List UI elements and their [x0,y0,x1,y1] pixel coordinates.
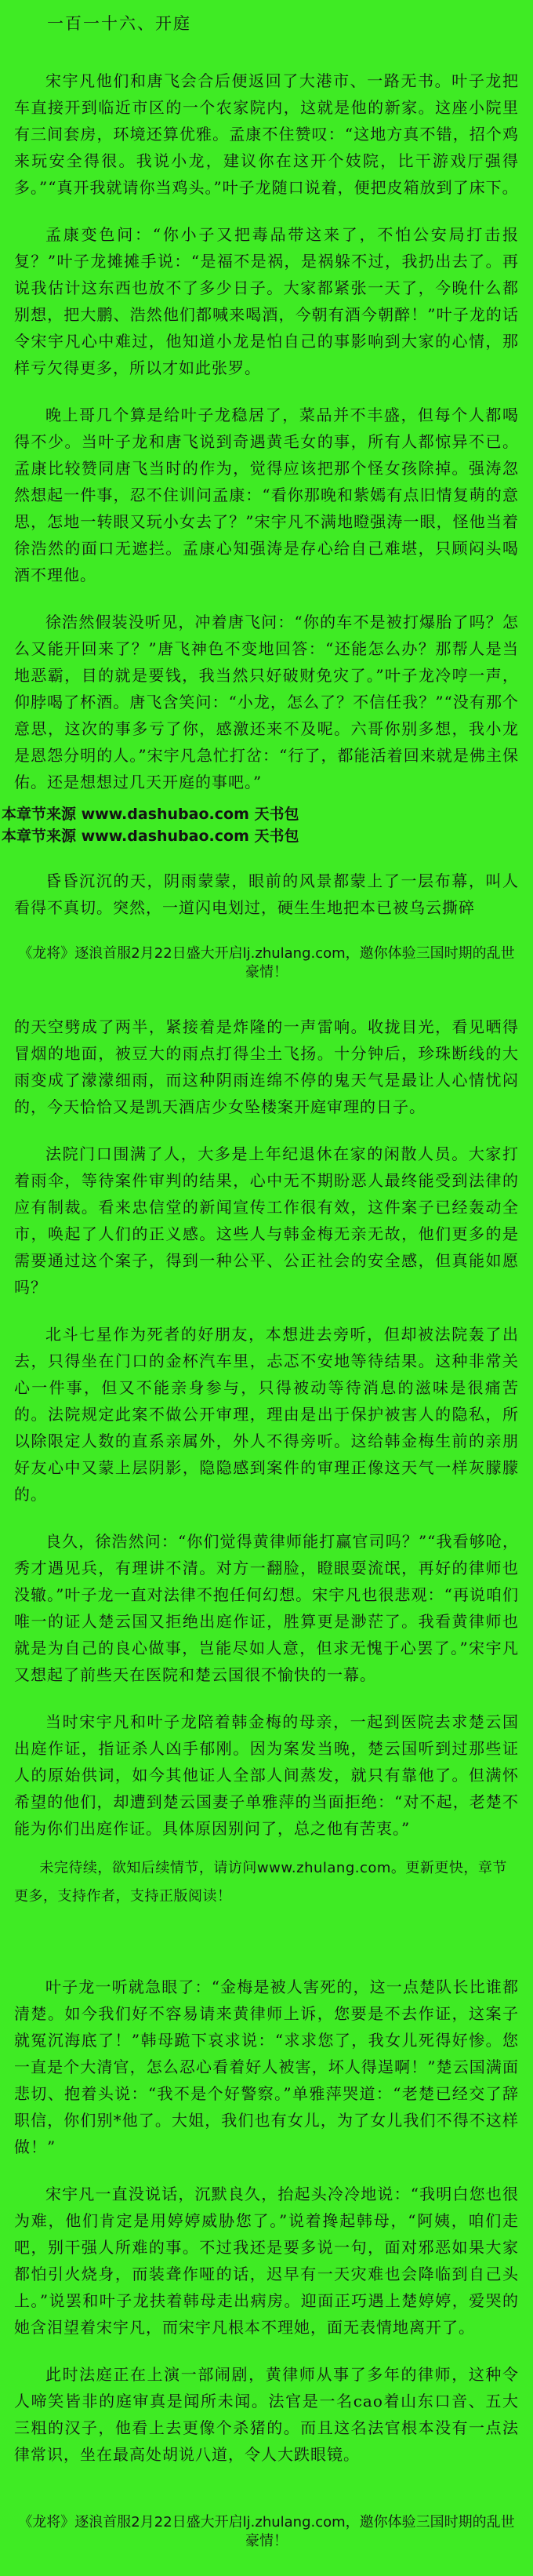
chapter-title: 一百一十六、开庭 [47,14,191,33]
novel-paragraph: 当时宋宇凡和叶子龙陪着韩金梅的母亲，一起到医院去求楚云国出庭作证，指证杀人凶手郁刚。因为案发当晚，楚云国听到过那些证人的原始供词，如今其他证人全部人间蒸发，就只有靠他了。但满怀希望的他们，却遭到楚云国妻子单雅萍的当面拒绝：“对不起，老楚不能为你们出庭作证。具体原因别问了，总之他有苦衷。” [14,1712,519,1838]
novel-paragraph: 此时法庭正在上演一部闹剧，黄律师从事了多年的律师，这种令人啼笑皆非的庭审真是闻所未闻。法官是一名cao着山东口音、五大三粗的汉子，他看上去更像个杀猪的。而且这名法官根本没有一点法律常识，坐在最高处胡说八道，令人大跌眼镜。 [14,2365,519,2464]
novel-paragraph: 孟康变色问：“你小子又把毒品带这来了，不怕公安局打击报复？”叶子龙摊摊手说：“是福不是祸，是祸躲不过，我扔出去了。再说我估计这东西也放不了多少日子。大家都紧张一天了，今晚什么都别想，把大鹏、浩然他们都喊来喝酒，今朝有酒今朝醉！”叶子龙的话令宋宇凡心中难过，他知道小龙是怕自己的事影响到大家的心情，那样亏欠得更多，所以才如此张罗。 [14,225,519,377]
novel-paragraph: 法院门口围满了人，大多是上年纪退休在家的闲散人员。大家打着雨伞，等待案件审判的结果，心中无不期盼恶人最终能受到法律的应有制裁。看来忠信堂的新闻宣传工作很有效，这件案子已经轰动全市，唤起了人们的正义感。这些人与韩金梅无亲无故，他们更多的是需要通过这个案子，得到一种公平、公正社会的安全感，但真能如愿吗？ [14,1144,519,1297]
novel-paragraph: 宋宇凡他们和唐飞会合后便返回了大港市、一路无书。叶子龙把车直接开到临近市区的一个农家院内，这就是他的新家。这座小院里有三间套房，环境还算优雅。孟康不住赞叹：“这地方真不错，招个鸡来玩安全得很。我说小龙，建议你在这开个妓院，比干游戏厅强得多。”“真开我就请你当鸡头。”叶子龙随口说着，便把皮箱放到了床下。 [14,71,519,197]
to-be-continued-notice: 未完待续，欲知后续情节，请访问www.zhulang.com。更新更快，章节更多，支持作者，支持正版阅读！ [14,1860,507,1905]
source-banner-line: 本章节来源 www.dashubao.com 天书包 [2,806,299,823]
novel-paragraph: 晚上哥几个算是给叶子龙稳居了，菜品并不丰盛，但每个人都喝得不少。当叶子龙和唐飞说到奇遇黄毛女的事，所有人都惊异不已。孟康比较赞同唐飞当时的作为，觉得应该把那个怪女孩除掉。强涛忽然想起一件事，忍不住训问孟康：“看你那晚和紫嫣有点旧情复萌的意思，怎地一转眼又玩小女去了？”宋宇凡不满地瞪强涛一眼，怪他当着徐浩然的面口无遮拦。孟康心知强涛是存心给自己难堪，只顾闷头喝酒不理他。 [14,406,519,584]
novel-paragraph: 宋宇凡一直没说话，沉默良久，抬起头冷冷地说：“我明白您也很为难，他们肯定是用婷婷威胁您了。”说着搀起韩母，“阿姨，咱们走吧，别干强人所难的事。不过我还是要多说一句，面对邪恶如果大家都怕引火烧身，而装聋作哑的话，迟早有一天灾难也会降临到自己头上。”说罢和叶子龙扶着韩母走出病房。迎面正巧遇上楚婷婷，爱哭的她含泪望着宋宇凡，而宋宇凡根本不理她，面无表情地离开了。 [14,2185,519,2337]
novel-paragraph: 良久，徐浩然问：“你们觉得黄律师能打赢官司吗？”“我看够呛，秀才遇见兵，有理讲不清。对方一翻脸，瞪眼耍流氓，再好的律师也没辙。”叶子龙一直对法律不抱任何幻想。宋宇凡也很悲观：“再说咱们唯一的证人楚云国又拒绝出庭作证，胜算更是渺茫了。我看黄律师也就是为自己的良心做事，岂能尽如人意，但求无愧于心罢了。”宋宇凡又想起了前些天在医院和楚云国很不愉快的一幕。 [14,1532,519,1684]
game-ad-banner-bottom: 《龙将》逐浪首服2月22日盛大开启lj.zhulang.com，邀你体验三国时期的乱世豪情！ [18,2514,515,2549]
novel-paragraph: 叶子龙一听就急眼了：“金梅是被人害死的，这一点楚队长比谁都清楚。如今我们好不容易请来黄律师上诉，您要是不去作证，这案子就冤沉海底了！”韩母跪下哀求说：“求求您了，我女儿死得好惨。您一直是个大清官，怎么忍心看着好人被害，坏人得逞啊！”楚云国满面悲切、抱着头说：“我不是个好警察。”单雅萍哭道：“老楚已经交了辞职信，你们别*他了。大姐，我们也有女儿，为了女儿我们不得不这样做！” [14,1977,519,2156]
novel-paragraph: 的天空劈成了两半，紧接着是炸隆的一声雷响。收拢目光，看见晒得冒烟的地面，被豆大的雨点打得尘土飞扬。十分钟后，珍珠断线的大雨变成了濛濛细雨，而这种阴雨连绵不停的鬼天气是最让人心情忧闷的，今天恰恰又是凯天酒店少女坠楼案开庭审理的日子。 [14,1017,519,1116]
source-banner-line: 本章节来源 www.dashubao.com 天书包 [2,828,299,845]
novel-paragraph: 北斗七星作为死者的好朋友，本想进去旁听，但却被法院轰了出去，只得坐在门口的金杯汽车里，忐忑不安地等待结果。这种非常关心一件事，但又不能亲身参与，只得被动等待消息的滋味是很痛苦的。法院规定此案不做公开审理，理由是出于保护被害人的隐私，所以除限定人数的直系亲属外，外人不得旁听。这给韩金梅生前的亲朋好友心中又蒙上层阴影，隐隐感到案件的审理正像这天气一样灰朦朦的。 [14,1325,519,1504]
novel-paragraph: 徐浩然假装没听见，冲着唐飞问：“你的车不是被打爆胎了吗？怎么又能开回来了？”唐飞神色不变地回答：“还能怎么办？那帮人是当地恶霸，目的就是要钱，我当然只好破财免灾了。”叶子龙冷哼一声，仰脖喝了杯酒。唐飞含笑问：“小龙，怎么了？不信任我？”“没有那个意思，这次的事多亏了你，感激还来不及呢。六哥你别多想，我小龙是恩怨分明的人。”宋宇凡急忙打岔：“行了，都能活着回来就是佛主保佑。还是想想过几天开庭的事吧。” [14,613,519,791]
game-ad-banner-top: 《龙将》逐浪首服2月22日盛大开启lj.zhulang.com，邀你体验三国时期的乱世豪情！ [18,945,515,981]
novel-paragraph: 昏昏沉沉的天，阴雨蒙蒙，眼前的风景都蒙上了一层布幕，叫人看得不真切。突然，一道闪电划过，硬生生地把本已被乌云撕碎 [14,871,519,917]
